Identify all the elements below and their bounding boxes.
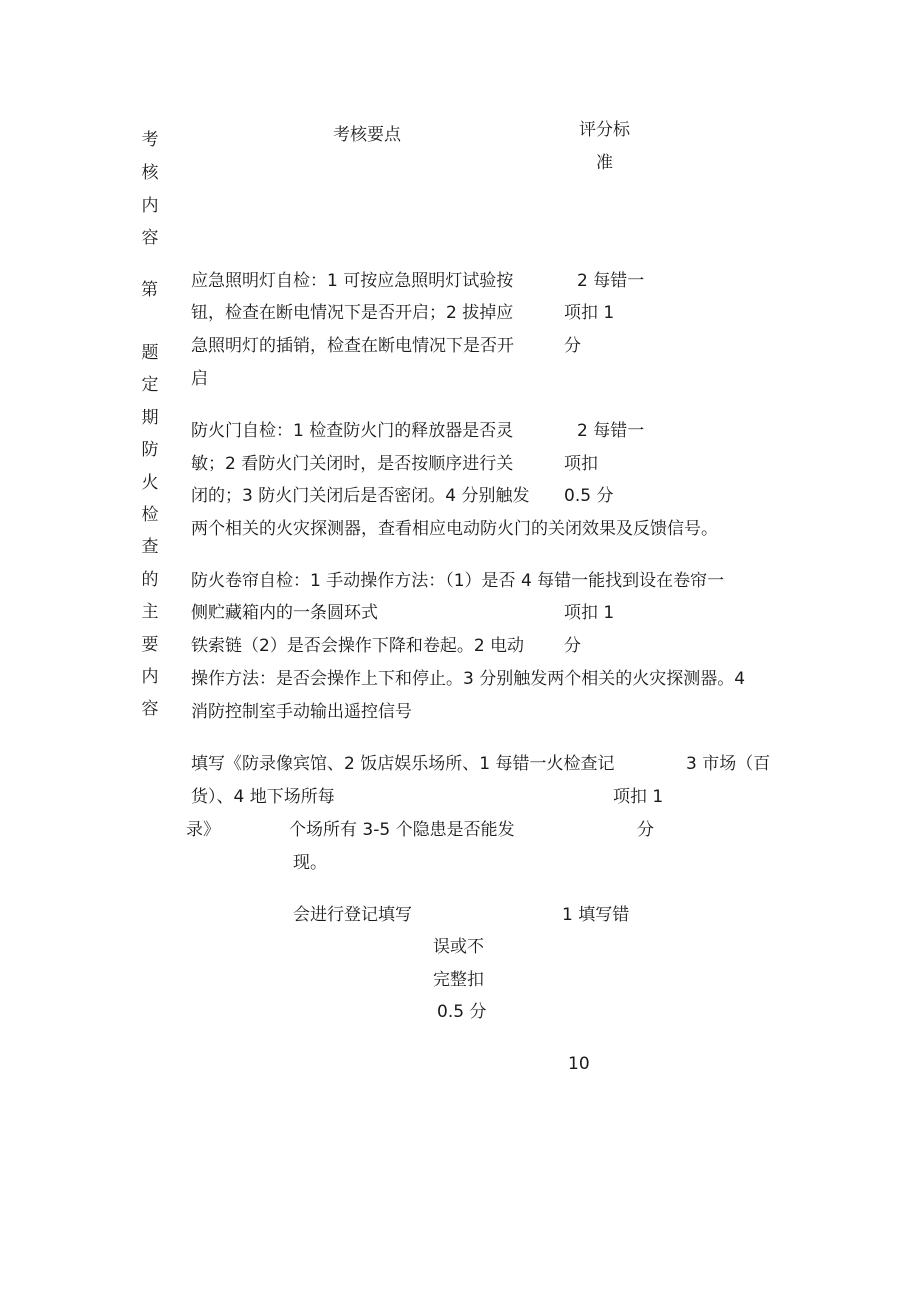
item2-score: 2 每错一 <box>577 421 645 441</box>
question-label-char: 期 <box>141 407 159 428</box>
item1-line: 急照明灯的插销，检查在断电情况下是否开 <box>191 336 514 356</box>
question-label-char: 的 <box>141 569 159 590</box>
item3-score: 项扣 1 <box>564 603 615 623</box>
header-content-char: 内 <box>141 195 159 216</box>
item3-line: 操作方法：是否会操作上下和停止。3 分别触发两个相关的火灾探测器。4 <box>191 669 746 689</box>
question-label-char: 火 <box>141 472 159 493</box>
item1-line: 应急照明灯自检：1 可按应急照明灯试验按 <box>191 271 514 291</box>
question-label-char: 内 <box>141 666 159 687</box>
item5-line: 会进行登记填写 <box>293 905 412 925</box>
item3-line: 侧贮藏箱内的一条圆环式 <box>191 603 378 623</box>
item5-score: 误或不 <box>433 937 484 957</box>
header-content-column <box>135 132 165 263</box>
question-label-column <box>135 345 165 734</box>
header-content-char: 考 <box>141 130 159 150</box>
item4-score: 项扣 1 <box>613 787 664 807</box>
item4-line3: 个场所有 3-5 个隐患是否能发 <box>289 820 515 840</box>
item5-score: 完整扣 <box>433 970 484 990</box>
header-points: 考核要点 <box>333 125 401 145</box>
header-score-line: 准 <box>596 153 613 173</box>
header-content-char: 核 <box>141 162 159 183</box>
item4-line1-right: 3 市场（百 <box>686 754 771 774</box>
question-label-char: 题 <box>141 343 159 363</box>
item4-line1: 填写《防录像宾馆、2 饭店娱乐场所、1 每错一火检查记 <box>191 754 615 774</box>
question-label-char: 定 <box>141 375 159 396</box>
item1-score: 项扣 1 <box>564 303 615 323</box>
item2-score: 0.5 分 <box>564 486 614 506</box>
item2-line: 防火门自检：1 检查防火门的释放器是否灵 <box>191 421 514 441</box>
item1-line: 钮，检查在断电情况下是否开启；2 拔掉应 <box>191 303 514 323</box>
item1-line: 启 <box>191 369 208 389</box>
item4-score: 分 <box>637 820 654 840</box>
item1-score: 2 每错一 <box>577 271 645 291</box>
header-score-line: 评分标 <box>579 120 630 140</box>
item2-line: 敏；2 看防火门关闭时，是否按顺序进行关 <box>191 454 514 474</box>
item5-score: 0.5 分 <box>437 1002 487 1022</box>
item3-score: 分 <box>564 636 581 656</box>
item2-line: 闭的；3 防火门关闭后是否密闭。4 分别触发 <box>191 486 530 506</box>
question-label-first: 第 <box>141 280 158 300</box>
item4-line4: 现。 <box>293 853 327 873</box>
question-label-char: 检 <box>141 504 159 525</box>
item3-line: 铁索链（2）是否会操作下降和卷起。2 电动 <box>191 636 525 656</box>
question-label-char: 容 <box>141 699 159 720</box>
item4-line3-left: 录》 <box>186 820 220 840</box>
question-label-char: 查 <box>141 537 159 558</box>
item1-score: 分 <box>564 336 581 356</box>
item5-score: 1 填写错 <box>562 905 630 925</box>
item3-line: 消防控制室手动输出遥控信号 <box>191 702 412 722</box>
item2-score: 项扣 <box>564 454 598 474</box>
question-label-char: 要 <box>141 634 159 655</box>
header-content-char: 容 <box>141 228 159 249</box>
total-score: 10 <box>568 1054 590 1074</box>
question-label-char: 主 <box>141 602 159 623</box>
question-label-char: 防 <box>141 440 159 461</box>
item2-line: 两个相关的火灾探测器，查看相应电动防火门的关闭效果及反馈信号。 <box>191 519 718 539</box>
item4-line2: 货）、4 地下场所每 <box>191 787 335 807</box>
item3-line: 防火卷帘自检：1 手动操作方法：（1）是否 4 每错一能找到设在卷帘一 <box>191 571 725 591</box>
